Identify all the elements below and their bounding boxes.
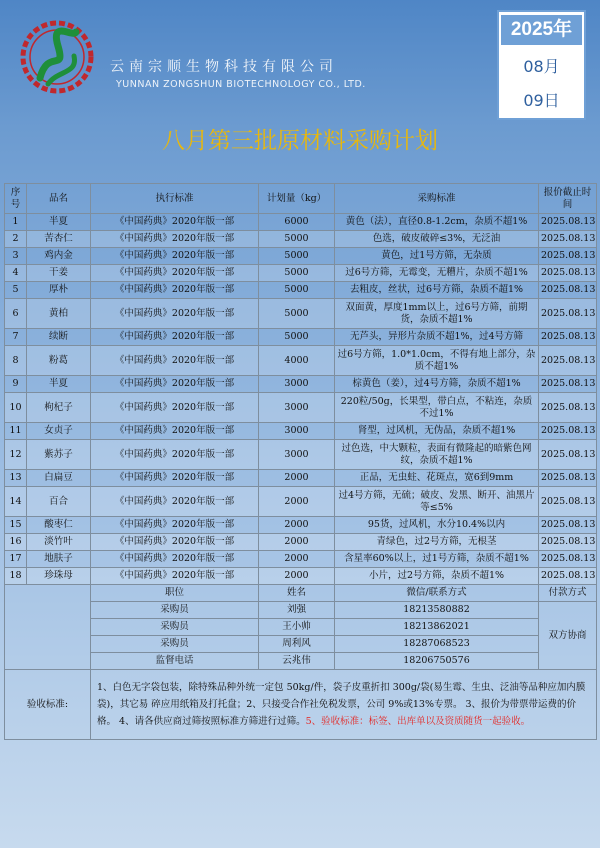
row-number: 18	[5, 568, 27, 585]
item-name: 枸杞子	[27, 393, 91, 423]
row-number: 6	[5, 299, 27, 329]
item-name: 白扁豆	[27, 470, 91, 487]
row-number: 8	[5, 346, 27, 376]
standard: 《中国药典》2020年版一部	[91, 551, 259, 568]
item-name: 紫苏子	[27, 440, 91, 470]
deadline: 2025.08.13	[539, 487, 597, 517]
table-row	[5, 214, 597, 231]
row-number: 3	[5, 248, 27, 265]
item-name: 半夏	[27, 214, 91, 231]
purchase-plan-body	[5, 184, 597, 585]
contact-phone: 18213862021	[335, 619, 539, 636]
quantity: 2000	[259, 568, 335, 585]
company-logo-icon	[18, 18, 96, 96]
quantity: 5000	[259, 329, 335, 346]
date-month: 08月	[523, 57, 560, 76]
contact-row	[5, 619, 597, 636]
row-number: 1	[5, 214, 27, 231]
payment-header: 付款方式	[539, 585, 597, 602]
contact-phone: 18287068523	[335, 636, 539, 653]
requirement: 棕黄色（姜），过4号方筛，杂质不超1%	[335, 376, 539, 393]
row-number: 14	[5, 487, 27, 517]
contacts-section	[5, 585, 597, 740]
contact-row	[5, 602, 597, 619]
deadline: 2025.08.13	[539, 470, 597, 487]
acceptance-body: 1、白色无字袋包装，除特殊品种外统一定包 50kg/件，袋子皮重折扣 300g/袋(易生霉、生虫、泛油等品种应加内膜袋)，其它易 碎应用纸箱及打托盘；2、只接受合作社免税发票，公司 9%或13%专票。 3、报价为带票带运费的价格。 4、请各供应商过筛按照标准方筛进行过筛。	[97, 682, 586, 727]
deadline: 2025.08.13	[539, 214, 597, 231]
acceptance-row	[5, 670, 597, 740]
payment-value: 双方协商	[539, 602, 597, 670]
quantity: 3000	[259, 423, 335, 440]
table-row	[5, 282, 597, 299]
quantity: 2000	[259, 470, 335, 487]
row-number: 10	[5, 393, 27, 423]
date-year: 2025年	[501, 15, 582, 45]
row-number: 9	[5, 376, 27, 393]
acceptance-label: 验收标准:	[5, 670, 91, 740]
quantity: 5000	[259, 248, 335, 265]
deadline: 2025.08.13	[539, 282, 597, 299]
deadline: 2025.08.13	[539, 568, 597, 585]
deadline: 2025.08.13	[539, 299, 597, 329]
standard: 《中国药典》2020年版一部	[91, 282, 259, 299]
header-cell: 采购标准	[335, 184, 539, 214]
row-number: 11	[5, 423, 27, 440]
row-number: 15	[5, 517, 27, 534]
deadline: 2025.08.13	[539, 534, 597, 551]
row-number: 12	[5, 440, 27, 470]
table-row	[5, 568, 597, 585]
deadline: 2025.08.13	[539, 551, 597, 568]
page-title: 八月第三批原材料采购计划	[162, 128, 438, 154]
position-header: 职位	[91, 585, 259, 602]
standard: 《中国药典》2020年版一部	[91, 440, 259, 470]
requirement: 95货，过风机，水分10.4%以内	[335, 517, 539, 534]
deadline: 2025.08.13	[539, 393, 597, 423]
item-name: 粉葛	[27, 346, 91, 376]
deadline: 2025.08.13	[539, 329, 597, 346]
header	[0, 0, 600, 120]
requirement: 去粗皮，丝状，过6号方筛，杂质不超1%	[335, 282, 539, 299]
table-row	[5, 551, 597, 568]
date-day: 09日	[523, 91, 560, 110]
row-number: 2	[5, 231, 27, 248]
standard: 《中国药典》2020年版一部	[91, 517, 259, 534]
quantity: 3000	[259, 376, 335, 393]
acceptance-warning: 5、验收标准：标签、出库单以及资质随货一起验收。	[305, 716, 531, 727]
standard: 《中国药典》2020年版一部	[91, 299, 259, 329]
standard: 《中国药典》2020年版一部	[91, 568, 259, 585]
table-row	[5, 231, 597, 248]
requirement: 小片，过2号方筛，杂质不超1%	[335, 568, 539, 585]
company-name-en: YUNNAN ZONGSHUN BIOTECHNOLOGY CO., LTD.	[116, 79, 366, 90]
table-row	[5, 487, 597, 517]
quantity: 5000	[259, 282, 335, 299]
deadline: 2025.08.13	[539, 517, 597, 534]
header-cell: 执行标准	[91, 184, 259, 214]
quantity: 5000	[259, 265, 335, 282]
contact-name: 刘强	[259, 602, 335, 619]
date-box	[497, 10, 586, 120]
header-cell: 计划量（kg）	[259, 184, 335, 214]
contact-position: 采购员	[91, 636, 259, 653]
quantity: 4000	[259, 346, 335, 376]
item-name: 百合	[27, 487, 91, 517]
item-name: 半夏	[27, 376, 91, 393]
requirement: 青绿色，过2号方筛，无根茎	[335, 534, 539, 551]
standard: 《中国药典》2020年版一部	[91, 487, 259, 517]
quantity: 3000	[259, 440, 335, 470]
standard: 《中国药典》2020年版一部	[91, 265, 259, 282]
row-number: 4	[5, 265, 27, 282]
deadline: 2025.08.13	[539, 376, 597, 393]
name-header: 姓名	[259, 585, 335, 602]
requirement: 双面黄，厚度1mm以上，过6号方筛，前期货，杂质不超1%	[335, 299, 539, 329]
table-row	[5, 534, 597, 551]
quantity: 2000	[259, 551, 335, 568]
deadline: 2025.08.13	[539, 248, 597, 265]
header-cell: 序号	[5, 184, 27, 214]
row-number: 16	[5, 534, 27, 551]
phone-header: 微信/联系方式	[335, 585, 539, 602]
standard: 《中国药典》2020年版一部	[91, 231, 259, 248]
requirement: 色选，破皮破碎≤3%，无泛油	[335, 231, 539, 248]
requirement: 黄色（法），直径0.8-1.2cm，杂质不超1%	[335, 214, 539, 231]
table-row	[5, 265, 597, 282]
requirement: 肾型，过风机，无伪品，杂质不超1%	[335, 423, 539, 440]
item-name: 淡竹叶	[27, 534, 91, 551]
quantity: 2000	[259, 534, 335, 551]
table-row	[5, 423, 597, 440]
acceptance-text	[91, 670, 597, 740]
contact-position: 采购员	[91, 619, 259, 636]
item-name: 酸枣仁	[27, 517, 91, 534]
table-row	[5, 470, 597, 487]
contact-phone: 18206750576	[335, 653, 539, 670]
standard: 《中国药典》2020年版一部	[91, 470, 259, 487]
deadline: 2025.08.13	[539, 265, 597, 282]
quantity: 2000	[259, 487, 335, 517]
row-number: 17	[5, 551, 27, 568]
table-row	[5, 393, 597, 423]
purchase-plan-table	[4, 183, 597, 740]
item-name: 女贞子	[27, 423, 91, 440]
deadline: 2025.08.13	[539, 423, 597, 440]
requirement: 含星率60%以上，过1号方筛，杂质不超1%	[335, 551, 539, 568]
contact-row	[5, 653, 597, 670]
quantity: 5000	[259, 231, 335, 248]
header-cell: 报价截止时间	[539, 184, 597, 214]
requirement: 过6号方筛，1.0*1.0cm，不得有地上部分，杂质不超1%	[335, 346, 539, 376]
table-row	[5, 376, 597, 393]
contact-name: 王小帅	[259, 619, 335, 636]
standard: 《中国药典》2020年版一部	[91, 329, 259, 346]
table-header-row	[5, 184, 597, 214]
item-name: 鸡内金	[27, 248, 91, 265]
item-name: 苦杏仁	[27, 231, 91, 248]
contact-position: 采购员	[91, 602, 259, 619]
deadline: 2025.08.13	[539, 346, 597, 376]
quantity: 5000	[259, 299, 335, 329]
requirement: 黄色，过1号方筛，无杂质	[335, 248, 539, 265]
table-row	[5, 299, 597, 329]
contacts-blank	[5, 585, 91, 670]
standard: 《中国药典》2020年版一部	[91, 248, 259, 265]
row-number: 5	[5, 282, 27, 299]
deadline: 2025.08.13	[539, 440, 597, 470]
standard: 《中国药典》2020年版一部	[91, 423, 259, 440]
item-name: 厚朴	[27, 282, 91, 299]
standard: 《中国药典》2020年版一部	[91, 393, 259, 423]
standard: 《中国药典》2020年版一部	[91, 214, 259, 231]
contact-name: 云兆伟	[259, 653, 335, 670]
quantity: 3000	[259, 393, 335, 423]
table-row	[5, 517, 597, 534]
item-name: 黄柏	[27, 299, 91, 329]
table-row	[5, 248, 597, 265]
deadline: 2025.08.13	[539, 231, 597, 248]
standard: 《中国药典》2020年版一部	[91, 346, 259, 376]
contact-name: 周利风	[259, 636, 335, 653]
company-name-cn: 云南宗顺生物科技有限公司	[110, 59, 338, 75]
item-name: 续断	[27, 329, 91, 346]
row-number: 13	[5, 470, 27, 487]
contact-row	[5, 636, 597, 653]
contacts-header-row	[5, 585, 597, 602]
item-name: 地肤子	[27, 551, 91, 568]
quantity: 6000	[259, 214, 335, 231]
item-name: 干姜	[27, 265, 91, 282]
requirement: 过4号方筛，无硫；破皮、发黑、断开、油黑片等≤5%	[335, 487, 539, 517]
contact-phone: 18213580882	[335, 602, 539, 619]
requirement: 正品，无虫蛀、花斑点，宽6到9mm	[335, 470, 539, 487]
standard: 《中国药典》2020年版一部	[91, 376, 259, 393]
requirement: 过6号方筛，无霉变，无糟片，杂质不超1%	[335, 265, 539, 282]
requirement: 过色选，中大颗粒，表面有微隆起的暗紫色网纹，杂质不超1%	[335, 440, 539, 470]
table-row	[5, 440, 597, 470]
requirement: 无芦头，异形片杂质不超1%，过4号方筛	[335, 329, 539, 346]
requirement: 220粒/50g，长果型，带白点，不粘连，杂质不过1%	[335, 393, 539, 423]
quantity: 2000	[259, 517, 335, 534]
table-row	[5, 329, 597, 346]
standard: 《中国药典》2020年版一部	[91, 534, 259, 551]
table-row	[5, 346, 597, 376]
row-number: 7	[5, 329, 27, 346]
item-name: 珍珠母	[27, 568, 91, 585]
header-cell: 品名	[27, 184, 91, 214]
contact-position: 监督电话	[91, 653, 259, 670]
